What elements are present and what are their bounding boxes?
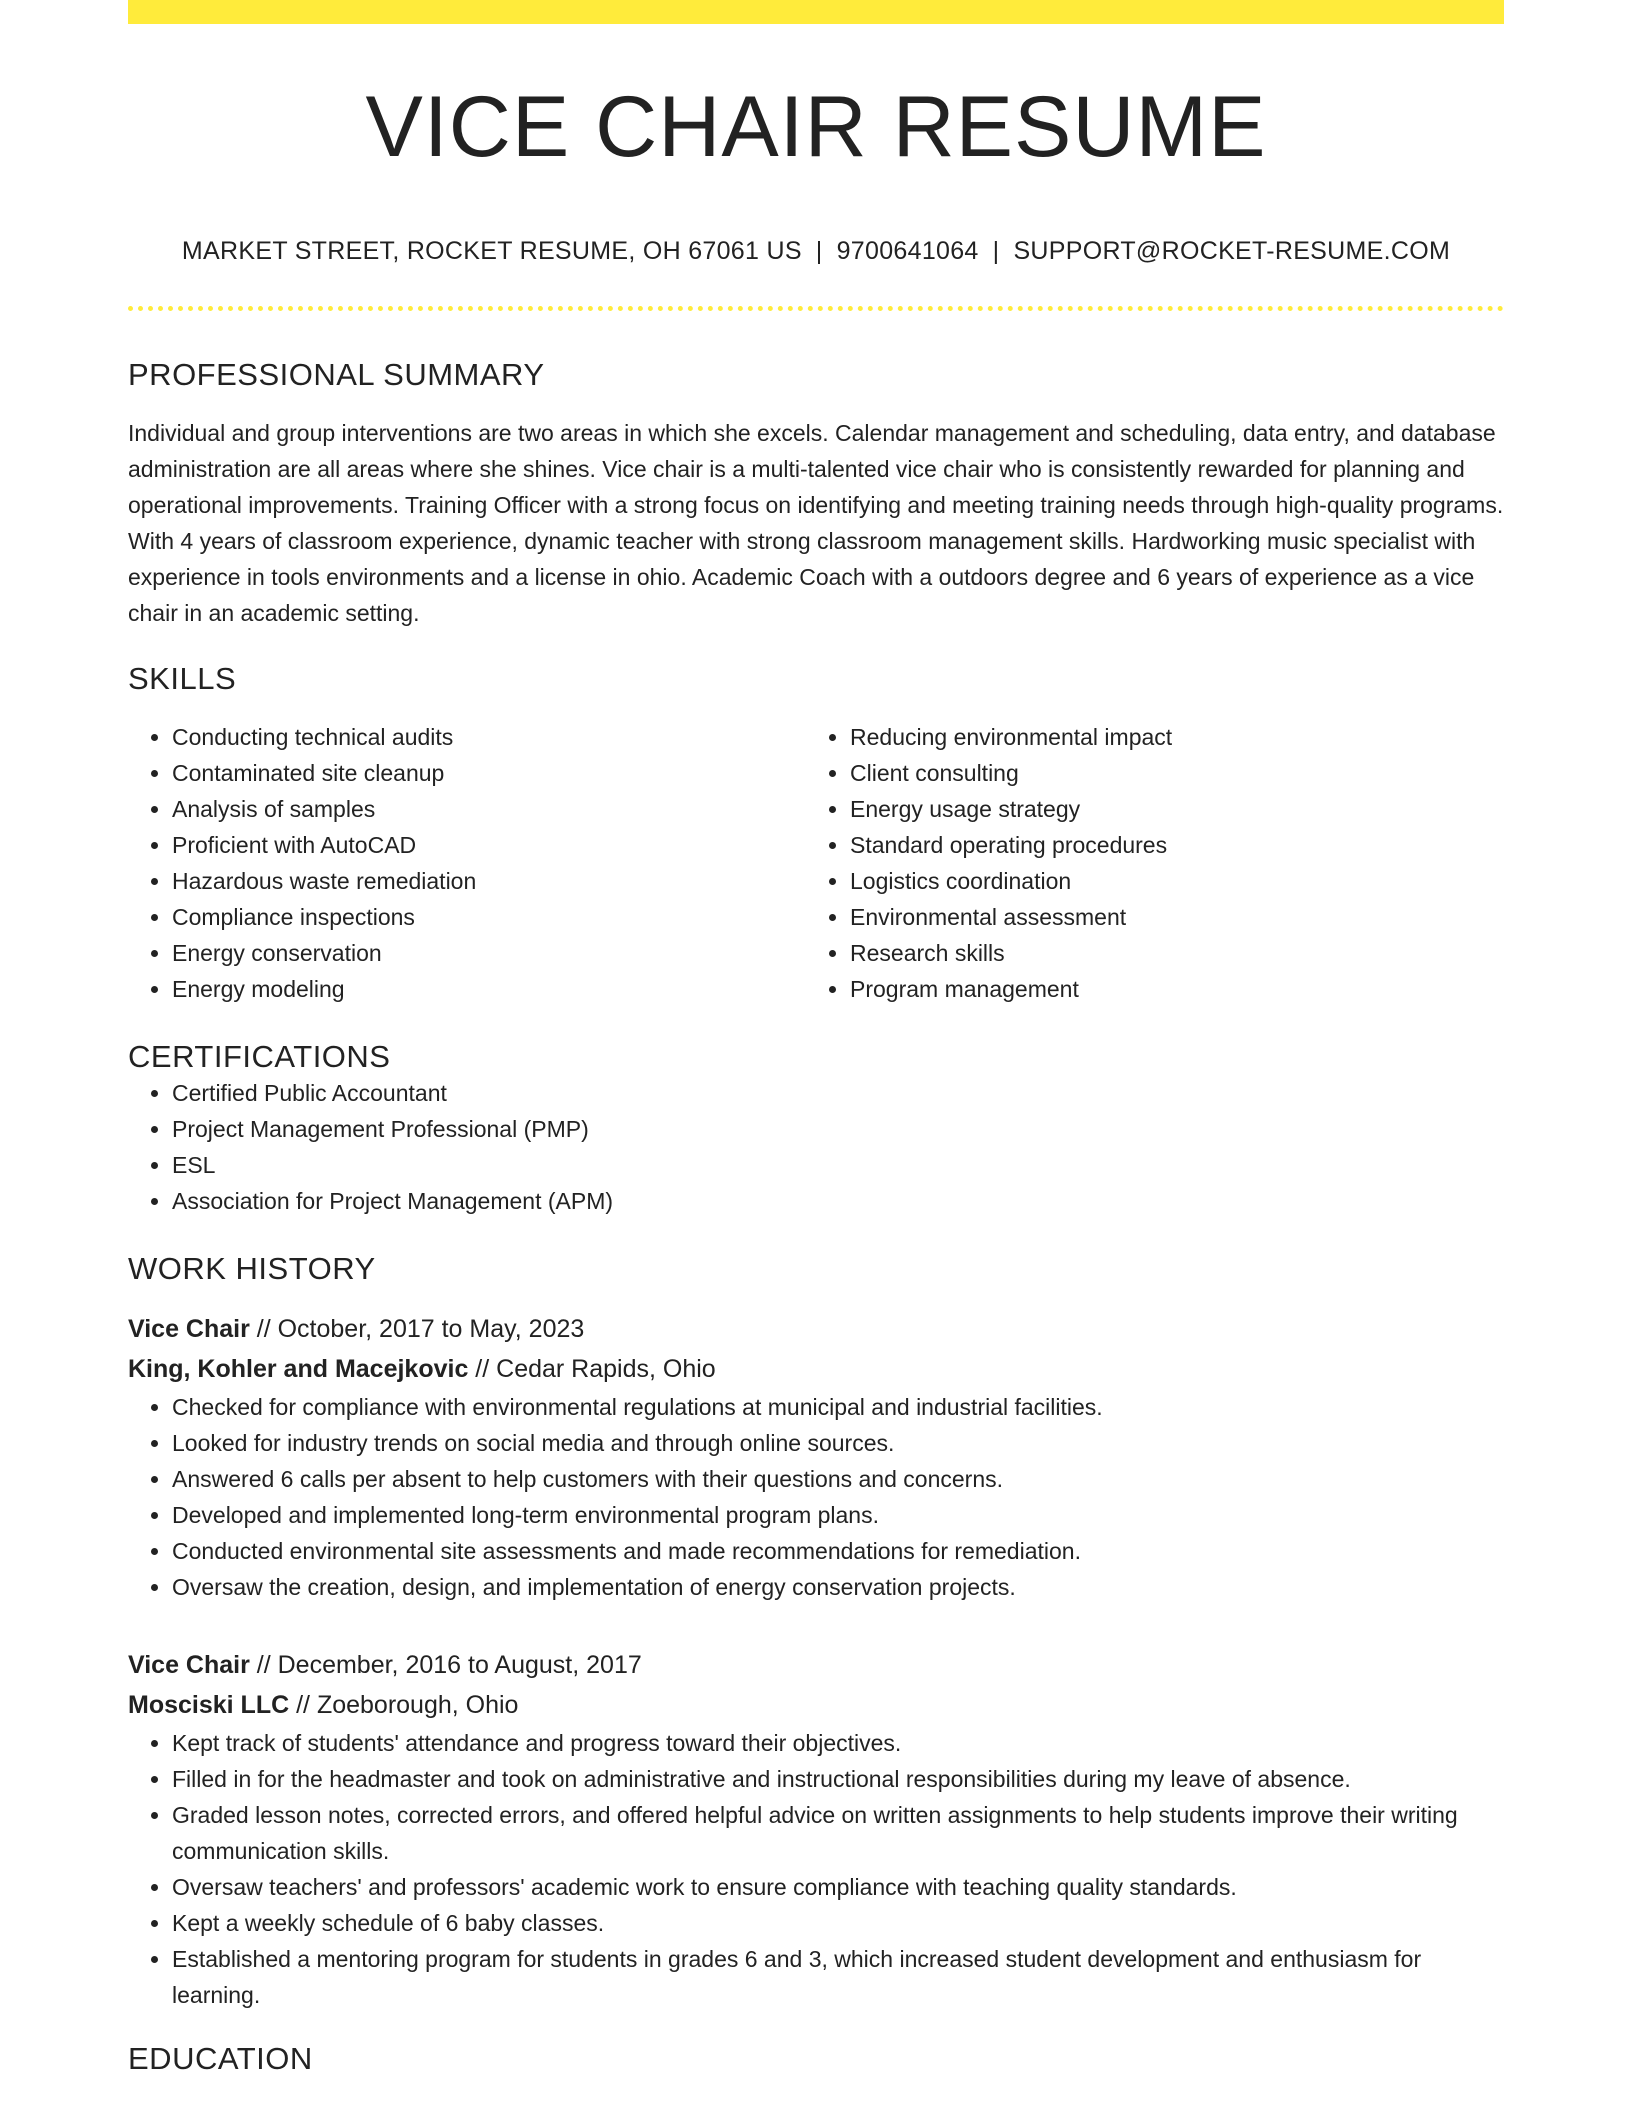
skill-item: • Energy usage strategy: [850, 791, 1484, 827]
job-role-line: [128, 1645, 1504, 1685]
job-duty: • Answered 6 calls per absent to help customers with their questions and concerns.: [172, 1461, 1504, 1497]
skill-item: • Analysis of samples: [172, 791, 806, 827]
skill-item: • Environmental assessment: [850, 899, 1484, 935]
job-role-line: [128, 1309, 1504, 1349]
skill-item: • Compliance inspections: [172, 899, 806, 935]
work-history-heading: WORK HISTORY: [128, 1250, 376, 1286]
accent-bar: [128, 0, 1504, 24]
job-location: // Zoeborough, Ohio: [289, 1690, 519, 1719]
job-company-line: [128, 1349, 1504, 1389]
job-duties-list: [128, 1389, 1504, 1605]
certification-item: • Association for Project Management (APM): [172, 1183, 1504, 1219]
skill-item: • Logistics coordination: [850, 863, 1484, 899]
job-duty: • Oversaw the creation, design, and implementation of energy conservation projects.: [172, 1569, 1504, 1605]
skill-item: • Research skills: [850, 935, 1484, 971]
skill-item: • Reducing environmental impact: [850, 719, 1484, 755]
job-duty: • Developed and implemented long-term environmental program plans.: [172, 1497, 1504, 1533]
certification-item: • Certified Public Accountant: [172, 1075, 1504, 1111]
job-duty: • Looked for industry trends on social media and through online sources.: [172, 1425, 1504, 1461]
job-dates: // October, 2017 to May, 2023: [249, 1314, 585, 1343]
skill-item: • Standard operating procedures: [850, 827, 1484, 863]
separator: |: [815, 236, 823, 265]
job-duty: • Graded lesson notes, corrected errors, and offered helpful advice on written assignments to help students improve their writing communication skills.: [172, 1797, 1504, 1869]
resume-title: VICE CHAIR RESUME: [365, 79, 1267, 175]
resume-page: [128, 0, 1504, 2077]
job-duties-list: [128, 1725, 1504, 2013]
separator: |: [992, 236, 1000, 265]
certifications-heading: CERTIFICATIONS: [128, 1038, 391, 1074]
certification-item: • ESL: [172, 1147, 1504, 1183]
skill-item: • Contaminated site cleanup: [172, 755, 806, 791]
summary-heading: PROFESSIONAL SUMMARY: [128, 356, 545, 392]
job-role: Vice Chair: [128, 1314, 250, 1343]
job-entry: [128, 1645, 1504, 2013]
job-duty: • Conducted environmental site assessments and made recommendations for remediation.: [172, 1533, 1504, 1569]
job-duty: • Checked for compliance with environmental regulations at municipal and industrial facilities.: [172, 1389, 1504, 1425]
job-company: Mosciski LLC: [128, 1690, 290, 1719]
certifications-list: [128, 1075, 1504, 1219]
job-company: King, Kohler and Macejkovic: [128, 1354, 469, 1383]
job-company-line: [128, 1685, 1504, 1725]
job-duty: • Kept a weekly schedule of 6 baby classes.: [172, 1905, 1504, 1941]
education-heading: EDUCATION: [128, 2040, 313, 2076]
summary-text: Individual and group interventions are two areas in which she excels. Calendar management and scheduling, data entry, and database administration are all areas where she shines. Vice chair is a multi-talented vice chair who is consistently rewarded for planning and operational improvements. Training Officer with a strong focus on identifying and meeting training needs through high-quality programs. With 4 years of classroom experience, dynamic teacher with strong classroom management skills. Hardworking music specialist with experience in tools environments and a license in ohio. Academic Coach with a outdoors degree and 6 years of experience as a vice chair in an academic setting.: [128, 419, 1504, 626]
job-location: // Cedar Rapids, Ohio: [468, 1354, 716, 1383]
job-duty: • Kept track of students' attendance and progress toward their objectives.: [172, 1725, 1504, 1761]
email-link[interactable]: SUPPORT@ROCKET-RESUME.COM: [1013, 236, 1451, 265]
skill-item: • Proficient with AutoCAD: [172, 827, 806, 863]
phone: 9700641064: [836, 236, 979, 265]
skills-column-right: [806, 719, 1484, 1007]
job-duty: • Established a mentoring program for students in grades 6 and 3, which increased student development and enthusiasm for learning.: [172, 1941, 1504, 2013]
skills-grid: [128, 719, 1504, 1007]
job-role: Vice Chair: [128, 1650, 250, 1679]
job-duty: • Oversaw teachers' and professors' academic work to ensure compliance with teaching quality standards.: [172, 1869, 1504, 1905]
job-dates: // December, 2016 to August, 2017: [249, 1650, 642, 1679]
skills-heading: SKILLS: [128, 660, 237, 696]
skill-item: • Energy modeling: [172, 971, 806, 1007]
job-entry: [128, 1309, 1504, 1605]
skill-item: • Hazardous waste remediation: [172, 863, 806, 899]
skills-list-right: [806, 719, 1484, 1007]
skill-item: • Client consulting: [850, 755, 1484, 791]
job-duty: • Filled in for the headmaster and took on administrative and instructional responsibilities during my leave of absence.: [172, 1761, 1504, 1797]
skills-column-left: [128, 719, 806, 1007]
dotted-divider: [128, 306, 1504, 311]
certification-item: • Project Management Professional (PMP): [172, 1111, 1504, 1147]
skill-item: • Program management: [850, 971, 1484, 1007]
skill-item: • Conducting technical audits: [172, 719, 806, 755]
address: MARKET STREET, ROCKET RESUME, OH 67061 US: [181, 236, 802, 265]
skill-item: • Energy conservation: [172, 935, 806, 971]
skills-list-left: [128, 719, 806, 1007]
contact-line: [128, 237, 1504, 266]
